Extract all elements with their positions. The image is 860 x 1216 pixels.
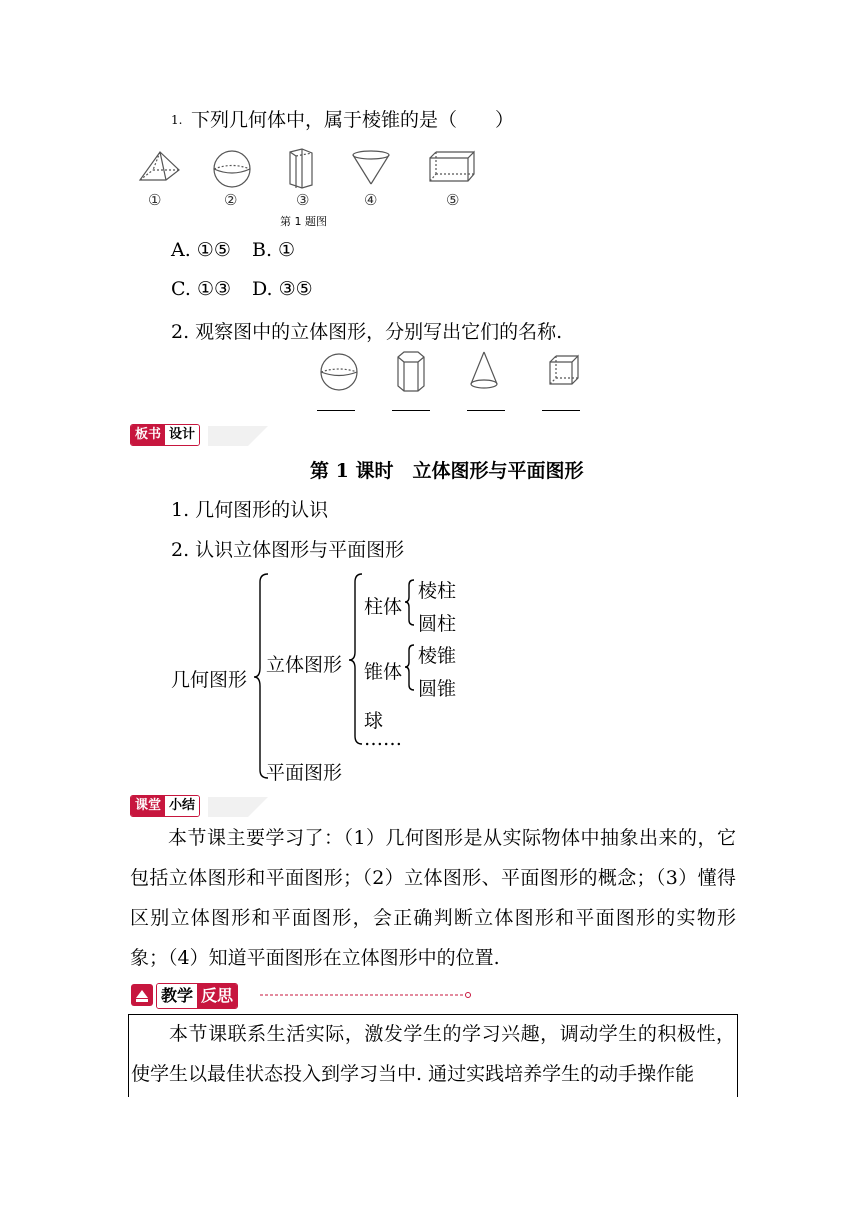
brace-cone [405,645,414,690]
reflection-tag-right: 反思 [197,984,237,1008]
tree-cone: 圆锥 [418,678,457,700]
tree-prism: 棱柱 [418,580,457,602]
figure-caption: 第 1 题图 [280,215,327,228]
tree-root: 几何图形 [171,669,248,691]
tree-cylinder: 圆柱 [418,613,457,635]
tree-sphere: 球 [364,710,384,732]
summary-tag-right: 小结 [165,796,199,816]
tree-plane: 平面图形 [266,762,343,784]
tree-pyramid: 棱锥 [418,645,457,667]
reflection-tag [156,983,238,1009]
brace-prism [405,580,414,625]
board-item-2: 2. 认识立体图形与平面图形 [171,539,405,561]
summary-paragraph: 本节课主要学习了：（1）几何图形是从实际物体中抽象出来的，它包括立体图形和平面图形；（2）立体图形、平面图形的概念；（3）懂得区别立体图形和平面图形，会正确判断立体图形和平面图形的实物形象；（4）知道平面图形在立体图形中的位置. [130,827,736,969]
option-c: C. ①③ [171,278,232,300]
summary-tag [130,795,200,817]
tree-ellipsis: …… [364,728,402,750]
option-a: A. ①⑤ [171,239,231,261]
figure-label-1: ① [148,191,162,209]
question-1-text: 下列几何体中，属于棱锥的是（ ） [191,109,515,131]
figure-label-4: ④ [364,191,378,209]
reflection-tag-left: 教学 [157,984,197,1008]
tree-cone-group: 锥体 [364,661,403,683]
question-1-number: 1. [171,113,183,127]
board-tag-right: 设计 [165,425,199,445]
brace-solid [349,574,362,744]
tree-prism-group: 柱体 [364,596,403,618]
option-d: D. ③⑤ [252,278,313,300]
question-2-text: 2. 观察图中的立体图形，分别写出它们的名称. [171,321,563,343]
summary-tag-left: 课堂 [131,796,165,816]
tree-solid: 立体图形 [266,654,343,676]
figure-label-3: ③ [296,191,310,209]
board-item-1: 1. 几何图形的认识 [171,499,329,521]
board-title: 第 1 课时 立体图形与平面图形 [310,460,584,482]
figure-label-5: ⑤ [446,191,460,209]
figure-label-2: ② [224,191,238,209]
option-b: B. ① [252,239,296,261]
reflection-paragraph: 本节课联系生活实际，激发学生的学习兴趣，调动学生的积极性，使学生以最佳状态投入到学习当中. 通过实践培养学生的动手操作能 [131,1023,735,1085]
board-tag-left: 板书 [131,425,165,445]
